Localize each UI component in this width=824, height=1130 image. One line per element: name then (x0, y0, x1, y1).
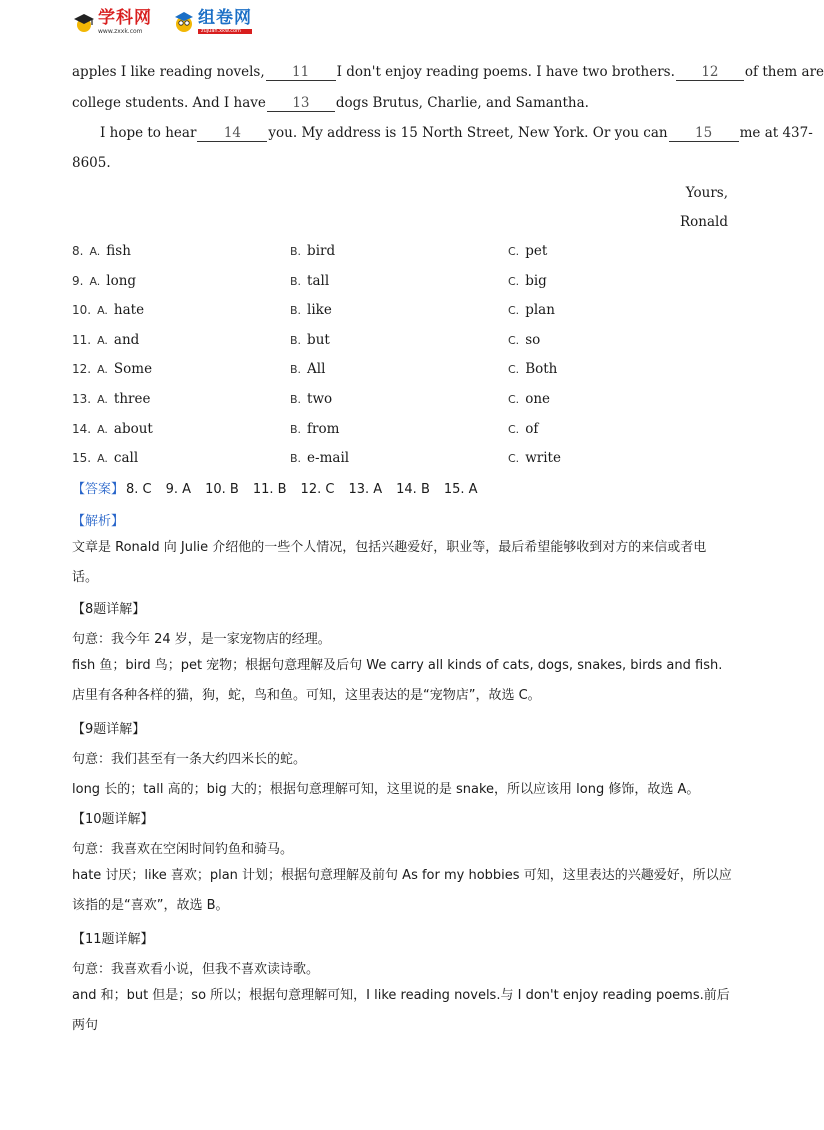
option-letter: C. (508, 422, 520, 436)
option-b (290, 421, 339, 437)
zxxk-logo (72, 10, 152, 35)
option-a (72, 421, 153, 437)
option-text: write (525, 450, 561, 467)
option-letter: A. (97, 304, 108, 318)
option-letter: A. (89, 274, 101, 288)
q10-meaning: 句意：我喜欢在空闲时间钓鱼和骑马。 (72, 842, 294, 857)
option-text: like (307, 302, 332, 319)
option-text: bird (307, 243, 336, 259)
blank-12: 12 (676, 65, 744, 81)
option-c (508, 332, 540, 348)
option-text: Both (525, 361, 558, 378)
option-c (508, 243, 547, 259)
option-b (290, 391, 332, 407)
option-row (72, 243, 732, 263)
option-letter: C. (508, 452, 520, 466)
option-letter: C. (508, 333, 520, 347)
passage-line-4: 8605. (72, 155, 111, 171)
question-number: 11. (72, 332, 92, 347)
passage-text: apples I like reading novels, (72, 64, 265, 80)
question-number: 13. (72, 392, 92, 406)
q8-title: 【8题详解】 (72, 602, 146, 617)
answer-item: 11. B (252, 482, 287, 497)
option-a (72, 243, 131, 259)
option-b (290, 302, 332, 318)
letter-closing: Yours, (685, 185, 728, 201)
question-number: 8. (72, 244, 84, 258)
option-b (290, 450, 349, 466)
option-row (72, 361, 732, 381)
option-text: one (525, 391, 550, 407)
option-letter: A. (97, 393, 108, 406)
q10-title: 【10题详解】 (72, 812, 154, 827)
analysis-summary: 文章是 Ronald 向 Julie 介绍他的一些个人情况，包括兴趣爱好，职业等，最后希望能够收到对方的来信或者电话。 (72, 540, 707, 585)
option-row (72, 421, 732, 441)
option-letter: A. (97, 333, 108, 347)
option-letter: C. (508, 304, 520, 318)
answer-item: 10. B (205, 482, 239, 497)
letter-signature: Ronald (680, 214, 728, 230)
passage-text: I don't enjoy reading poems. I have two brothers. (336, 64, 675, 80)
option-text: tall (307, 272, 330, 289)
analysis-label: 【解析】 (72, 514, 125, 529)
option-row (72, 450, 732, 470)
option-letter: A. (97, 422, 108, 436)
mascot-icon (172, 10, 196, 34)
option-letter: A. (89, 245, 101, 258)
passage-text: I hope to hear (100, 125, 197, 141)
question-number: 14. (72, 421, 92, 436)
option-letter: B. (290, 304, 302, 318)
option-text: so (525, 331, 541, 348)
option-text: pet (525, 243, 548, 259)
answer-label: 【答案】 (72, 482, 125, 497)
option-c (508, 391, 550, 407)
question-number: 10. (72, 303, 92, 318)
option-c (508, 450, 561, 466)
option-text: plan (525, 302, 555, 319)
q11-title: 【11题详解】 (72, 932, 154, 947)
option-text: hate (113, 302, 145, 319)
option-row (72, 302, 732, 322)
option-text: two (307, 391, 333, 407)
q10-detail: hate 讨厌；like 喜欢；plan 计划；根据句意理解及前句 As for my hobbies 可知，这里表达的兴趣爱好，所以应该指的是“喜欢”，故选 B。 (72, 868, 732, 913)
q8-detail: fish 鱼；bird 鸟；pet 宠物；根据句意理解及后句 We carry all kinds of cats, dogs, snakes, birds and fish.店里有各种各样的猫，狗，蛇，鸟和鱼。可知，这里表达的是“宠物店”，故选 C。 (72, 658, 723, 703)
passage-text: dogs Brutus, Charlie, and Samantha. (335, 95, 589, 111)
option-a (72, 302, 144, 318)
option-a (72, 450, 138, 466)
answer-item: 15. A (443, 482, 478, 497)
passage-text: me at 437- (739, 125, 813, 141)
option-letter: B. (290, 452, 302, 466)
option-a (72, 361, 152, 377)
option-text: but (307, 331, 330, 348)
option-text: fish (106, 243, 131, 259)
blank-14: 14 (197, 126, 267, 142)
blank-15: 15 (669, 126, 739, 142)
option-a (72, 391, 150, 407)
option-letter: B. (290, 363, 302, 377)
option-text: from (307, 420, 340, 437)
option-letter: C. (508, 363, 520, 377)
q9-title: 【9题详解】 (72, 722, 146, 737)
option-text: long (106, 272, 137, 289)
question-number: 12. (72, 362, 92, 377)
option-text: Some (113, 361, 153, 378)
option-row (72, 391, 732, 411)
question-number: 15. (72, 451, 92, 466)
option-text: and (113, 331, 140, 348)
logo2-name: 组卷网 (198, 8, 252, 28)
option-b (290, 273, 329, 289)
option-c (508, 302, 555, 318)
option-row (72, 273, 732, 293)
passage-line-1 (72, 64, 824, 81)
option-c (508, 273, 547, 289)
option-letter: A. (97, 452, 108, 466)
blank-13: 13 (267, 96, 335, 112)
option-letter: C. (508, 245, 520, 258)
option-letter: A. (97, 363, 108, 377)
answer-item: 12. C (300, 482, 335, 497)
q11-detail: and 和；but 但是；so 所以；根据句意理解可知，I like reading novels.与 I don't enjoy reading poems.前后两句 (72, 988, 730, 1033)
option-text: All (307, 361, 326, 378)
option-text: about (113, 420, 153, 437)
option-text: three (113, 391, 151, 407)
option-b (290, 361, 325, 377)
option-b (290, 332, 330, 348)
logo2-url: zujuan.xkw.com (198, 29, 252, 34)
option-c (508, 361, 557, 377)
graduation-cap-icon (72, 11, 96, 35)
option-letter: B. (290, 333, 302, 347)
option-letter: B. (290, 245, 302, 258)
question-number: 9. (72, 273, 84, 288)
q9-meaning: 句意：我们甚至有一条大约四米长的蛇。 (72, 752, 307, 767)
option-letter: B. (290, 274, 302, 288)
option-a (72, 273, 136, 289)
option-row (72, 332, 732, 352)
logo1-url: www.zxxk.com (98, 28, 143, 35)
passage-text: of them are (744, 64, 824, 80)
answer-item: 14. B (396, 482, 430, 497)
logo1-name: 学科网 (98, 8, 152, 28)
passage-line-2 (72, 95, 589, 112)
passage-text: you. My address is 15 North Street, New York. Or you can (268, 125, 668, 141)
option-letter: B. (290, 422, 302, 436)
q8-meaning: 句意：我今年 24 岁，是一家宠物店的经理。 (72, 632, 331, 647)
option-text: of (525, 420, 539, 437)
zujuan-logo (172, 10, 252, 34)
answer-key (72, 478, 478, 497)
option-letter: C. (508, 393, 520, 406)
option-letter: C. (508, 274, 520, 288)
option-c (508, 421, 538, 437)
answer-item: 13. A (348, 482, 383, 497)
answer-item: 8. C (126, 482, 152, 497)
passage-line-3 (100, 125, 813, 142)
option-text: big (525, 272, 547, 289)
option-text: e-mail (307, 450, 350, 467)
option-a (72, 332, 139, 348)
q11-meaning: 句意：我喜欢看小说，但我不喜欢读诗歌。 (72, 962, 320, 977)
answer-item: 9. A (165, 482, 192, 497)
blank-11: 11 (266, 65, 336, 81)
passage-text: college students. And I have (72, 95, 266, 111)
option-letter: B. (290, 393, 302, 406)
q9-detail: long 长的；tall 高的；big 大的；根据句意理解可知，这里说的是 snake，所以应该用 long 修饰，故选 A。 (72, 782, 700, 797)
option-text: call (113, 450, 139, 467)
option-b (290, 243, 335, 259)
